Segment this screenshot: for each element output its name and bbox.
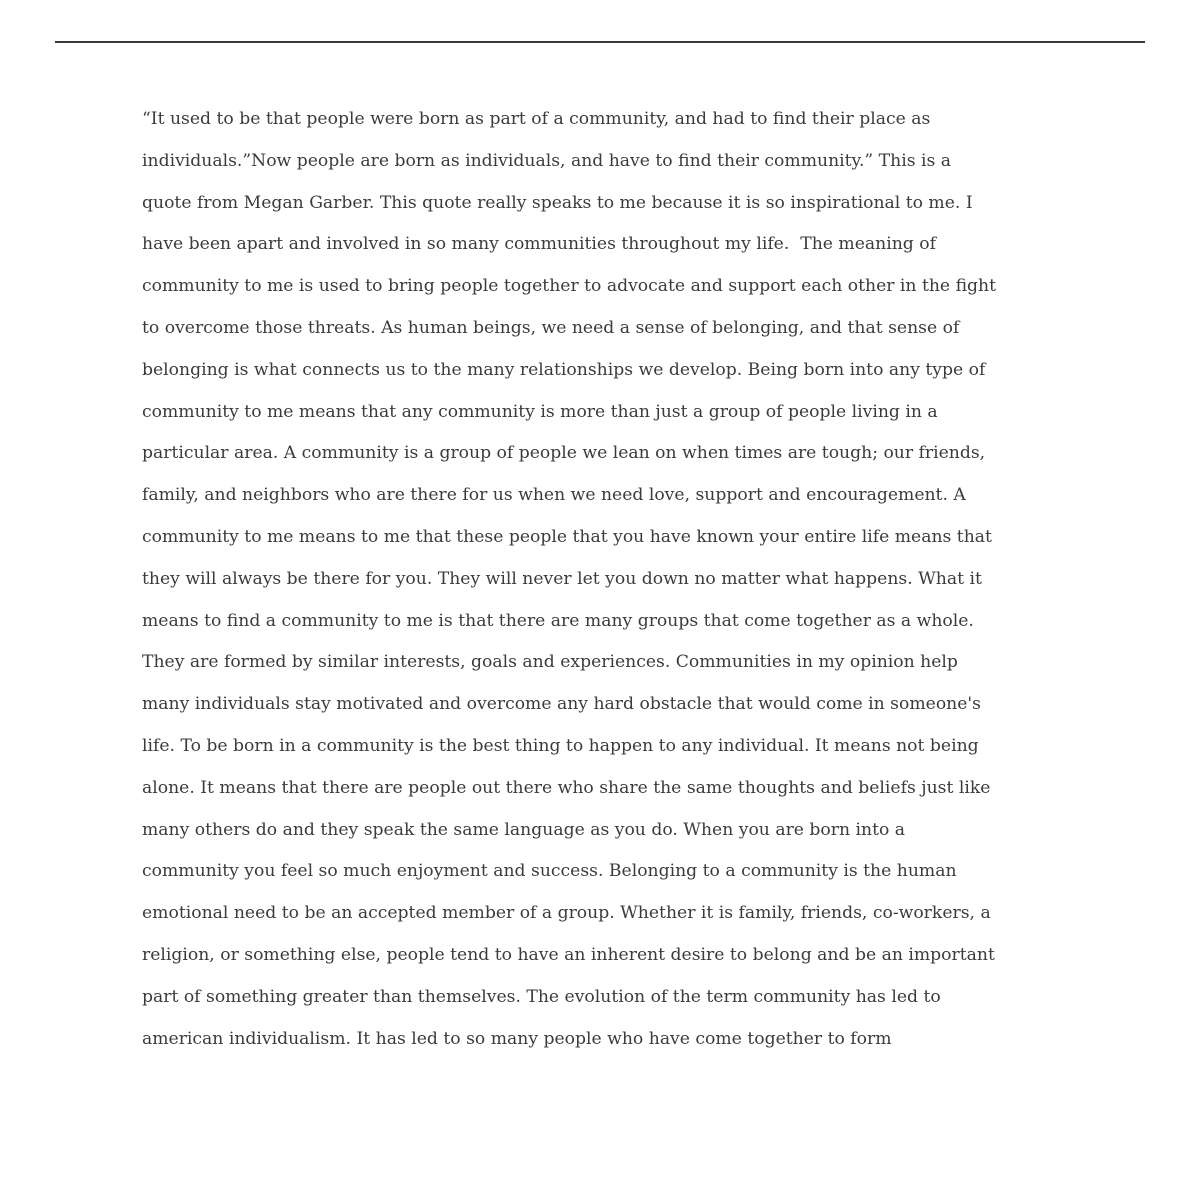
- text-line: many individuals stay motivated and overcome any hard obstacle that would come in someone's: [142, 694, 981, 715]
- text-line: belonging is what connects us to the many relationships we develop. Being born into any type of: [142, 359, 986, 380]
- text-line: particular area. A community is a group of people we lean on when times are tough; our friends,: [142, 443, 986, 464]
- text-line: They are formed by similar interests, goals and experiences. Communities in my opinion help: [142, 652, 958, 673]
- text-line: life. To be born in a community is the best thing to happen to any individual. It means not being: [142, 735, 979, 756]
- essay-body: [142, 99, 1072, 1060]
- text-line: quote from Megan Garber. This quote really speaks to me because it is so inspirational to me. I: [142, 192, 973, 213]
- text-line: family, and neighbors who are there for us when we need love, support and encouragement. A: [142, 485, 966, 506]
- text-line: part of something greater than themselves. The evolution of the term community has led to: [142, 986, 941, 1007]
- text-line: alone. It means that there are people out there who share the same thoughts and beliefs just like: [142, 777, 991, 798]
- text-line: means to find a community to me is that there are many groups that come together as a whole.: [142, 610, 974, 631]
- text-line: many others do and they speak the same language as you do. When you are born into a: [142, 819, 906, 840]
- text-line: community to me is used to bring people together to advocate and support each other in the fight: [142, 276, 997, 297]
- text-line: community to me means to me that these people that you have known your entire life means that: [142, 526, 992, 547]
- text-line: community you feel so much enjoyment and success. Belonging to a community is the human: [142, 861, 957, 882]
- text-line: to overcome those threats. As human beings, we need a sense of belonging, and that sense of: [142, 317, 960, 338]
- text-line: religion, or something else, people tend to have an inherent desire to belong and be an important: [142, 944, 995, 965]
- text-line: they will always be there for you. They will never let you down no matter what happens. What it: [142, 568, 982, 589]
- text-line: individuals.”Now people are born as individuals, and have to find their community.” This is a: [142, 150, 952, 171]
- text-line: have been apart and involved in so many communities throughout my life. The meaning of: [142, 234, 936, 255]
- header-divider: [55, 41, 1145, 43]
- text-line: “It used to be that people were born as part of a community, and had to find their place as: [142, 109, 931, 129]
- text-line: american individualism. It has led to so many people who have come together to form: [142, 1028, 892, 1049]
- text-line: community to me means that any community is more than just a group of people living in a: [142, 401, 938, 422]
- text-line: emotional need to be an accepted member of a group. Whether it is family, friends, co-workers, a: [142, 903, 991, 924]
